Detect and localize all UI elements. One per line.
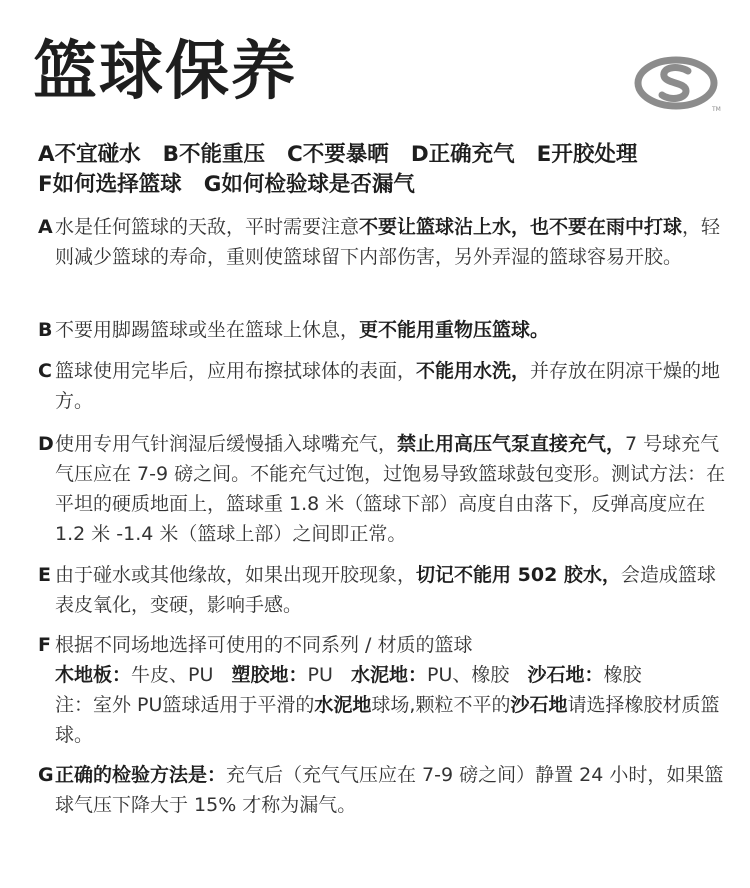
section-text: 并存放在阴凉干燥的地方。: [55, 360, 721, 412]
section-b: [38, 315, 728, 345]
section-a: [38, 212, 728, 272]
section-body: [55, 315, 728, 345]
section-emphasis: 正确的检验方法是：: [55, 764, 227, 786]
summary-item: G如何检验球是否漏气: [203, 172, 415, 197]
section-body: [55, 560, 728, 620]
summary-item: D正确充气: [410, 142, 515, 167]
surface-value: 橡胶: [603, 664, 642, 686]
section-letter: E: [38, 564, 51, 586]
section-f: [38, 630, 728, 750]
page-title: 篮球保养: [33, 35, 297, 109]
section-text: 会造成篮球表皮氧化，变硬，影响手感。: [55, 564, 716, 616]
section-emphasis: 不要让篮球沾上水，也不要在雨中打球: [359, 216, 683, 238]
section-text: 使用专用气针润湿后缓慢插入球嘴充气，: [55, 433, 398, 455]
summary-item: E开胶处理: [536, 142, 638, 167]
summary-item: B不能重压: [162, 142, 266, 167]
section-body: [55, 760, 728, 820]
section-c: [38, 356, 728, 416]
section-note: [55, 690, 728, 750]
surface-label: 木地板：: [55, 664, 132, 686]
section-body: [55, 630, 728, 750]
surface-value: 牛皮、PU: [131, 664, 214, 686]
surface-label: 水泥地：: [351, 664, 428, 686]
surface-value: PU、橡胶: [427, 664, 510, 686]
section-emphasis: 水泥地: [314, 694, 372, 716]
section-body: [55, 356, 728, 416]
section-letter: F: [38, 634, 51, 656]
section-text: 篮球使用完毕后，应用布擦拭球体的表面，: [55, 360, 417, 382]
summary-item: F如何选择篮球: [38, 172, 182, 197]
summary-item: A不宜碰水: [38, 142, 141, 167]
summary-item: C不要暴晒: [287, 142, 389, 167]
logo-trademark: TM: [712, 106, 721, 113]
section-emphasis: 沙石地: [510, 694, 568, 716]
summary-line-1: [38, 140, 738, 170]
section-letter: C: [38, 360, 52, 382]
summary-line-2: [38, 170, 738, 200]
section-letter: A: [38, 216, 53, 238]
section-letter: B: [38, 319, 53, 341]
section-text: 注：室外 PU篮球适用于平滑的: [55, 694, 315, 716]
section-emphasis: 切记不能用 502 胶水，: [416, 564, 621, 586]
section-intro: 根据不同场地选择可使用的不同系列 / 材质的篮球: [55, 634, 473, 656]
section-text: 由于碰水或其他缘故，如果出现开胶现象，: [55, 564, 417, 586]
section-text: 球场,颗粒不平的: [371, 694, 511, 716]
section-text: ，轻则减少篮球的寿命，重则使篮球留下内部伤害，另外弄湿的篮球容易开胶。: [55, 216, 721, 268]
section-text: 请选择橡胶材质篮球。: [55, 694, 720, 746]
section-e: [38, 560, 728, 620]
section-text: 水是任何篮球的天敌，平时需要注意: [55, 216, 360, 238]
section-text: 不要用脚踢篮球或坐在篮球上休息，: [55, 319, 360, 341]
summary-index: [38, 140, 738, 200]
section-d: [38, 429, 728, 549]
section-emphasis: 不能用水洗，: [416, 360, 531, 382]
section-body: [55, 212, 728, 272]
section-text: 7 号球充气气压应在 7-9 磅之间。不能充气过饱，过饱易导致篮球鼓包变形。测试方法：在平坦的硬质地面上，篮球重 1.8 米（篮球下部）高度自由落下，反弹高度应在 1.2 米 -1.4 米（篮球上部）之间即正常。: [55, 433, 726, 545]
brand-logo: [634, 54, 724, 114]
section-letter: G: [38, 764, 54, 786]
surface-value: PU: [307, 664, 333, 686]
surface-list: [55, 660, 728, 690]
logo-s-mark: [662, 68, 688, 99]
surface-label: 沙石地：: [527, 664, 604, 686]
surface-label: 塑胶地：: [231, 664, 308, 686]
section-letter: D: [38, 433, 54, 455]
section-g: [38, 760, 728, 820]
section-emphasis: 更不能用重物压篮球。: [359, 319, 550, 341]
section-emphasis: 禁止用高压气泵直接充气，: [397, 433, 626, 455]
section-body: [55, 429, 728, 549]
section-text: 充气后（充气气压应在 7-9 磅之间）静置 24 小时，如果篮球气压下降大于 15% 才称为漏气。: [55, 764, 724, 816]
